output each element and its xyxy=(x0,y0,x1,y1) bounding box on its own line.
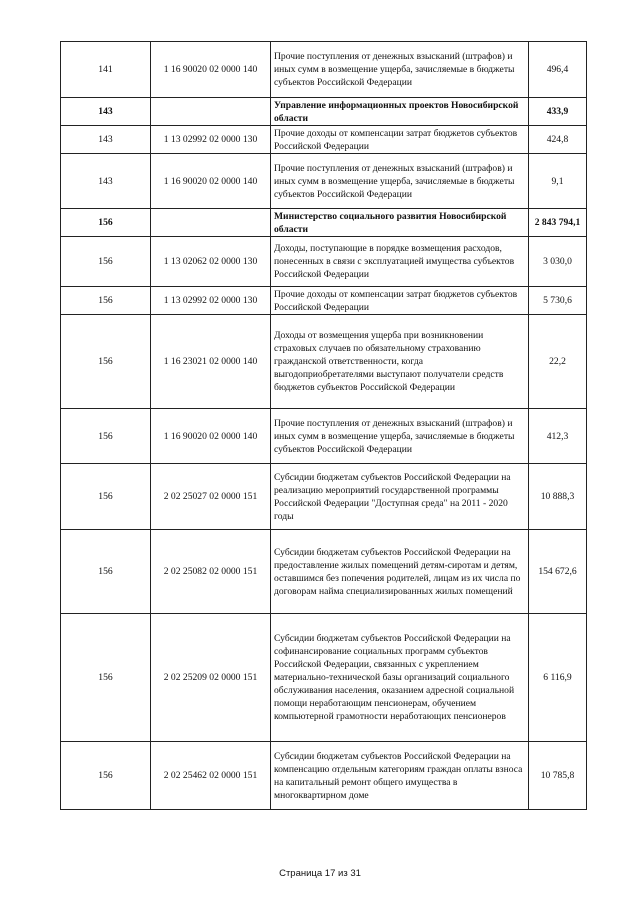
admin-code-cell: 143 xyxy=(61,98,151,126)
page-current: 17 xyxy=(324,868,336,879)
table-row xyxy=(61,237,587,287)
revenue-name-cell: Прочие доходы от компенсации затрат бюджетов субъектов Российской Федерации xyxy=(271,287,529,315)
budget-code-cell: 1 16 90020 02 0000 140 xyxy=(151,42,271,98)
table-row xyxy=(61,154,587,209)
revenue-name-cell: Субсидии бюджетам субъектов Российской Федерации на компенсацию отдельным категориям граждан оплаты взноса на капитальный ремонт общего имущества в многоквартирном доме xyxy=(271,742,529,810)
admin-code-cell: 156 xyxy=(61,209,151,237)
revenue-name-cell: Доходы от возмещения ущерба при возникновении страховых случаев по обязательному страхованию гражданской ответственности, когда выгодоприобретателями выступают получатели средств бюджетов субъектов Российской Федерации xyxy=(271,315,529,409)
table-row xyxy=(61,464,587,530)
admin-code-cell: 156 xyxy=(61,742,151,810)
budget-code-cell xyxy=(151,209,271,237)
amount-cell: 496,4 xyxy=(529,42,587,98)
amount-cell: 433,9 xyxy=(529,98,587,126)
table-row xyxy=(61,287,587,315)
revenue-name-cell: Прочие поступления от денежных взысканий (штрафов) и иных сумм в возмещение ущерба, зачисляемые в бюджеты субъектов Российской Федерации xyxy=(271,409,529,464)
admin-code-cell: 141 xyxy=(61,42,151,98)
budget-code-cell: 1 13 02992 02 0000 130 xyxy=(151,126,271,154)
admin-code-cell: 156 xyxy=(61,614,151,742)
revenue-name-cell: Министерство социального развития Новосибирской области xyxy=(271,209,529,237)
admin-code-cell: 143 xyxy=(61,154,151,209)
table-body xyxy=(61,42,587,810)
page-word: Страница xyxy=(279,868,323,879)
admin-code-cell: 156 xyxy=(61,409,151,464)
budget-code-cell: 1 16 90020 02 0000 140 xyxy=(151,409,271,464)
revenue-name-cell: Прочие поступления от денежных взысканий (штрафов) и иных сумм в возмещение ущерба, зачисляемые в бюджеты субъектов Российской Федерации xyxy=(271,42,529,98)
revenue-name-cell: Прочие поступления от денежных взысканий (штрафов) и иных сумм в возмещение ущерба, зачисляемые в бюджеты субъектов Российской Федерации xyxy=(271,154,529,209)
budget-code-cell: 2 02 25027 02 0000 151 xyxy=(151,464,271,530)
admin-code-cell: 156 xyxy=(61,464,151,530)
admin-code-cell: 156 xyxy=(61,530,151,614)
table-row xyxy=(61,530,587,614)
revenue-name-cell: Субсидии бюджетам субъектов Российской Федерации на софинансирование социальных программ субъектов Российской Федерации, связанных с укреплением материально-технической базы организаций социального обслуживания населения, оказанием адресной социальной помощи неработающим пенсионерам, обучением компьютерной грамотности неработающих пенсионеров xyxy=(271,614,529,742)
table-row xyxy=(61,126,587,154)
budget-code-cell: 2 02 25209 02 0000 151 xyxy=(151,614,271,742)
amount-cell: 9,1 xyxy=(529,154,587,209)
amount-cell: 10 785,8 xyxy=(529,742,587,810)
amount-cell: 22,2 xyxy=(529,315,587,409)
revenue-name-cell: Управление информационных проектов Новосибирской области xyxy=(271,98,529,126)
admin-code-cell: 156 xyxy=(61,287,151,315)
table-row xyxy=(61,98,587,126)
amount-cell: 10 888,3 xyxy=(529,464,587,530)
amount-cell: 154 672,6 xyxy=(529,530,587,614)
budget-code-cell: 1 16 90020 02 0000 140 xyxy=(151,154,271,209)
admin-code-cell: 156 xyxy=(61,315,151,409)
amount-cell: 412,3 xyxy=(529,409,587,464)
table-row xyxy=(61,315,587,409)
budget-code-cell: 2 02 25462 02 0000 151 xyxy=(151,742,271,810)
table-row xyxy=(61,409,587,464)
amount-cell: 3 030,0 xyxy=(529,237,587,287)
budget-code-cell xyxy=(151,98,271,126)
table-row xyxy=(61,42,587,98)
page-sep: из xyxy=(338,868,348,879)
revenue-name-cell: Субсидии бюджетам субъектов Российской Федерации на предоставление жилых помещений детям-сиротам и детям, оставшимся без попечения родителей, лицам из их числа по договорам найма специализированных жилых помещений xyxy=(271,530,529,614)
amount-cell: 5 730,6 xyxy=(529,287,587,315)
budget-code-cell: 1 16 23021 02 0000 140 xyxy=(151,315,271,409)
table-row xyxy=(61,614,587,742)
admin-code-cell: 143 xyxy=(61,126,151,154)
revenue-name-cell: Субсидии бюджетам субъектов Российской Федерации на реализацию мероприятий государственной программы Российской Федерации "Доступная среда" на 2011 - 2020 годы xyxy=(271,464,529,530)
table-row xyxy=(61,742,587,810)
budget-code-cell: 1 13 02062 02 0000 130 xyxy=(151,237,271,287)
amount-cell: 6 116,9 xyxy=(529,614,587,742)
revenue-name-cell: Прочие доходы от компенсации затрат бюджетов субъектов Российской Федерации xyxy=(271,126,529,154)
amount-cell: 2 843 794,1 xyxy=(529,209,587,237)
admin-code-cell: 156 xyxy=(61,237,151,287)
table-row xyxy=(61,209,587,237)
page-footer xyxy=(0,868,640,879)
revenue-name-cell: Доходы, поступающие в порядке возмещения расходов, понесенных в связи с эксплуатацией имущества субъектов Российской Федерации xyxy=(271,237,529,287)
revenue-table xyxy=(60,41,587,810)
budget-code-cell: 1 13 02992 02 0000 130 xyxy=(151,287,271,315)
budget-code-cell: 2 02 25082 02 0000 151 xyxy=(151,530,271,614)
amount-cell: 424,8 xyxy=(529,126,587,154)
page-total: 31 xyxy=(350,868,361,879)
